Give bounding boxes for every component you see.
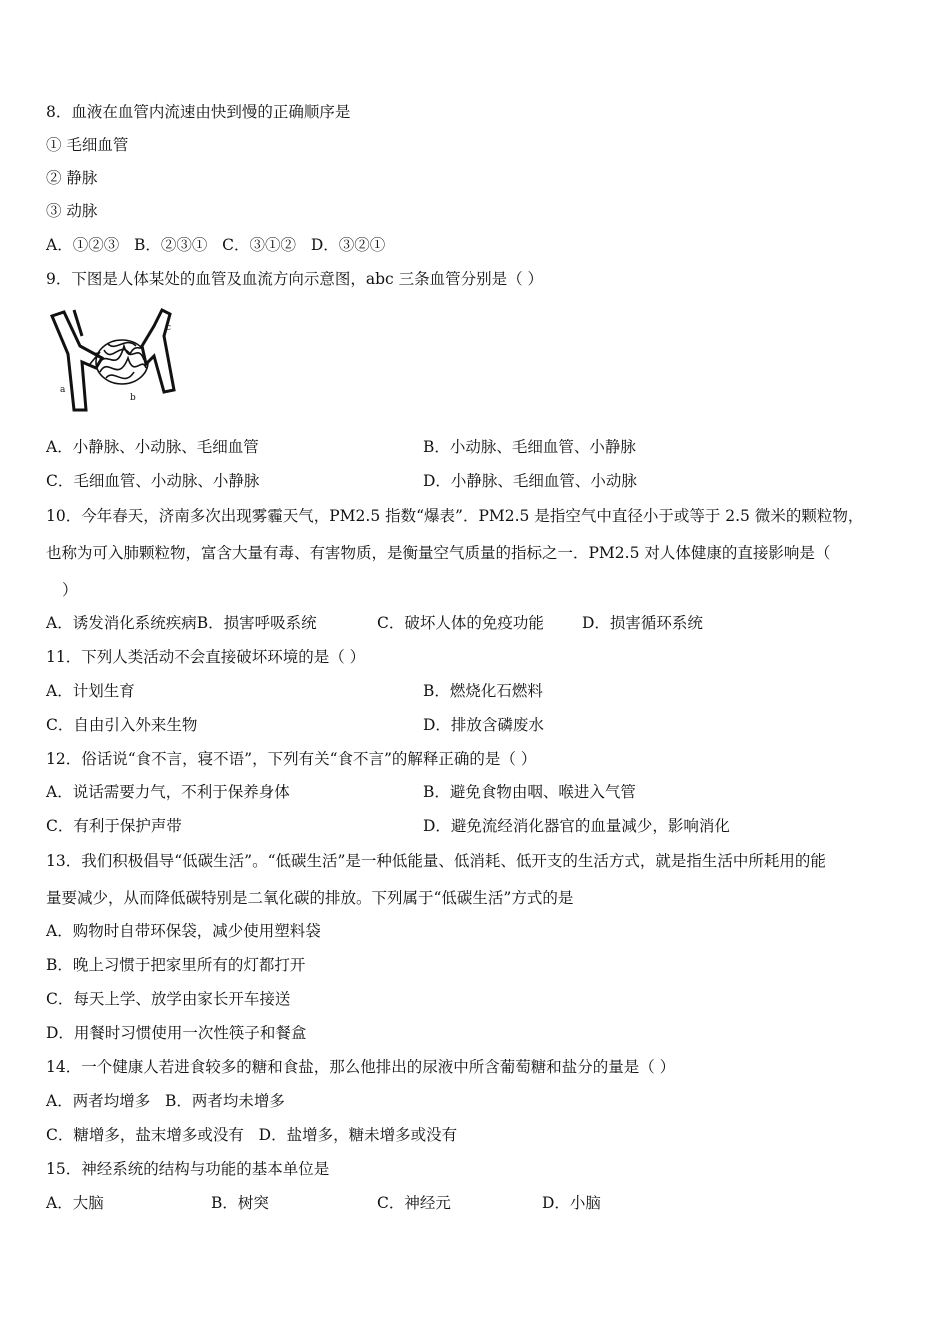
q10-option-c: C．破坏人体的免疫功能 <box>377 614 544 632</box>
q13-stem-line-2: 量要减少，从而降低碳特别是二氧化碳的排放。下列属于“低碳生活”方式的是 <box>46 889 574 907</box>
q9-options-row-2 <box>46 471 637 491</box>
q9-stem: 9．下图是人体某处的血管及血流方向示意图，abc 三条血管分别是（ ） <box>46 270 544 288</box>
q11-options-row-2 <box>46 715 544 735</box>
vessel-a-shape <box>52 312 102 410</box>
q14-option-a: A．两者均增多 <box>46 1092 151 1110</box>
q8-item-3: ③ 动脉 <box>46 202 98 220</box>
q8-option-c: C．③①② <box>222 236 297 254</box>
q12-option-b: B．避免食物由咽、喉进入气管 <box>423 783 636 801</box>
q8-item-2: ② 静脉 <box>46 169 98 187</box>
blood-vessel-diagram <box>46 306 182 414</box>
q15-option-c: C．神经元 <box>377 1194 451 1212</box>
q11-option-d: D．排放含磷废水 <box>423 716 544 734</box>
q11-stem: 11．下列人类活动不会直接破坏环境的是（ ） <box>46 648 366 666</box>
q8-option-a: A．①②③ <box>46 236 120 254</box>
q12-option-d: D．避免流经消化器官的血量减少，影响消化 <box>423 817 730 835</box>
q8-stem: 8．血液在血管内流速由快到慢的正确顺序是 <box>46 103 351 121</box>
q15-options <box>46 1193 601 1213</box>
q12-stem: 12．俗话说“食不言，寝不语”，下列有关“食不言”的解释正确的是（ ） <box>46 750 537 768</box>
q13-stem-line-1: 13．我们积极倡导“低碳生活”。“低碳生活”是一种低能量、低消耗、低开支的生活方式，就是指生活中所耗用的能 <box>46 852 826 870</box>
label-c: c <box>166 323 172 333</box>
q10-stem-line-3: ） <box>62 581 78 599</box>
q10-stem-line-2: 也称为可入肺颗粒物，富含大量有毒、有害物质，是衡量空气质量的指标之一．PM2.5 对人体健康的直接影响是（ <box>46 544 831 562</box>
q8-item-1: ① 毛细血管 <box>46 136 129 154</box>
q12-options-row-1 <box>46 782 636 802</box>
q10-options <box>46 613 703 633</box>
q8-option-b: B．②③① <box>133 236 208 254</box>
q8-options <box>46 235 385 255</box>
q13-option-d: D．用餐时习惯使用一次性筷子和餐盒 <box>46 1024 307 1042</box>
q12-options-row-2 <box>46 816 730 836</box>
q13-option-a: A．购物时自带环保袋，减少使用塑料袋 <box>46 922 321 940</box>
q14-stem: 14．一个健康人若进食较多的糖和食盐，那么他排出的尿液中所含葡萄糖和盐分的量是（ ） <box>46 1058 676 1076</box>
q14-options-row-1 <box>46 1091 285 1111</box>
q10-option-b: B．损害呼吸系统 <box>196 614 317 632</box>
vessel-a-branch <box>74 310 82 336</box>
q11-option-a: A．计划生育 <box>46 682 135 700</box>
q9-option-a: A．小静脉、小动脉、毛细血管 <box>46 438 259 456</box>
q8-option-d: D．③②① <box>310 236 386 254</box>
q9-option-d: D．小静脉、毛细血管、小动脉 <box>423 472 637 490</box>
q14-option-c: C．糖增多，盐末增多或没有 <box>46 1126 244 1144</box>
label-a: a <box>60 385 66 395</box>
q9-option-c: C．毛细血管、小动脉、小静脉 <box>46 472 260 490</box>
q15-option-b: B．树突 <box>211 1194 269 1212</box>
q11-option-c: C．自由引入外来生物 <box>46 716 198 734</box>
capillary-network-b <box>96 340 148 384</box>
q11-options-row-1 <box>46 681 543 701</box>
q10-stem-line-1: 10．今年春天，济南多次出现雾霾天气，PM2.5 指数“爆表”．PM2.5 是指空气中直径小于或等于 2.5 微米的颗粒物， <box>46 507 864 525</box>
label-b: b <box>130 393 136 403</box>
q9-options-row-1 <box>46 437 636 457</box>
q15-stem: 15．神经系统的结构与功能的基本单位是 <box>46 1160 330 1178</box>
q14-option-b: B．两者均未增多 <box>164 1092 285 1110</box>
q9-option-b: B．小动脉、毛细血管、小静脉 <box>423 438 636 456</box>
q15-option-d: D．小脑 <box>542 1194 601 1212</box>
q15-option-a: A．大脑 <box>46 1194 104 1212</box>
q14-option-d: D．盐增多，糖未增多或没有 <box>258 1126 458 1144</box>
q10-option-d: D．损害循环系统 <box>582 614 703 632</box>
q10-option-a: A．诱发消化系统疾病 <box>46 614 197 632</box>
q13-option-c: C．每天上学、放学由家长开车接送 <box>46 990 291 1008</box>
q12-option-a: A．说话需要力气，不利于保养身体 <box>46 783 290 801</box>
q12-option-c: C．有利于保护声带 <box>46 817 182 835</box>
q11-option-b: B．燃烧化石燃料 <box>423 682 543 700</box>
q14-options-row-2 <box>46 1125 457 1145</box>
q13-option-b: B．晚上习惯于把家里所有的灯都打开 <box>46 956 306 974</box>
